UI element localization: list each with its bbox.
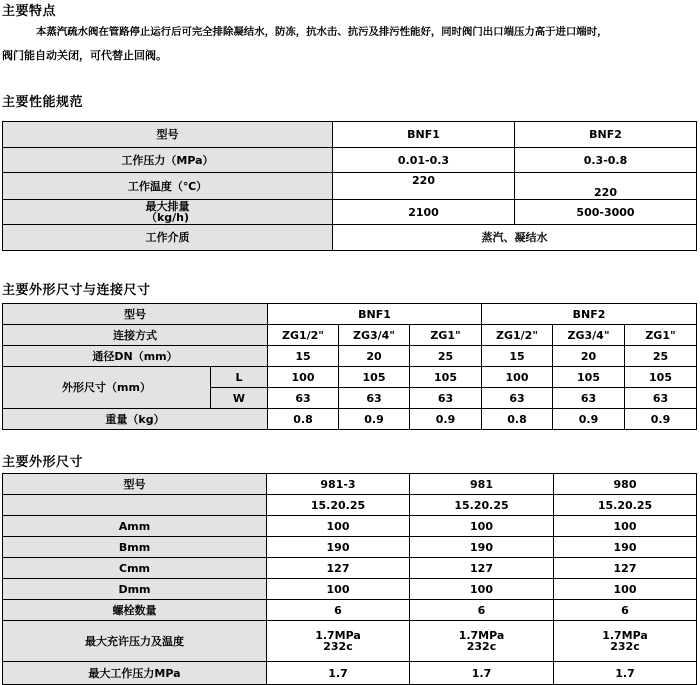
table-cell: 0.9 bbox=[410, 409, 482, 430]
pressure-value: 1.7MPa bbox=[602, 629, 648, 642]
table-cell: 105 bbox=[410, 367, 482, 388]
pressure-label: 工作压力（MPa） bbox=[3, 148, 333, 173]
pressure-bnf1: 0.01-0.3 bbox=[333, 148, 515, 173]
table-row bbox=[3, 122, 697, 148]
pressure-bnf2: 0.3-0.8 bbox=[515, 148, 697, 173]
table-cell: 63 bbox=[625, 388, 697, 409]
table-row bbox=[3, 304, 697, 325]
table-cell: ZG1" bbox=[625, 325, 697, 346]
table-cell: ZG1/2" bbox=[268, 325, 339, 346]
temperature-value: 232c bbox=[610, 640, 640, 653]
medium-value: 蒸汽、凝结水 bbox=[333, 225, 697, 251]
table-cell: 127 bbox=[554, 558, 697, 579]
table-cell: 100 bbox=[410, 516, 554, 537]
table-cell: 63 bbox=[553, 388, 625, 409]
table-cell: 981-3 bbox=[267, 474, 410, 495]
pressure-value: 1.7MPa bbox=[458, 629, 505, 642]
table-cell: 100 bbox=[554, 516, 697, 537]
discharge-label bbox=[3, 200, 333, 225]
table-row bbox=[3, 346, 697, 367]
table-row bbox=[3, 579, 697, 600]
table-cell: 63 bbox=[482, 388, 553, 409]
table-cell: 100 bbox=[410, 579, 554, 600]
table-cell: 127 bbox=[410, 558, 554, 579]
features-paragraph bbox=[2, 20, 696, 68]
table-cell bbox=[410, 621, 554, 662]
table-cell: 15 bbox=[482, 346, 553, 367]
table-cell: 100 bbox=[267, 516, 410, 537]
table-cell: 15.20.25 bbox=[267, 495, 410, 516]
table-cell: 15.20.25 bbox=[410, 495, 554, 516]
table-row bbox=[3, 537, 697, 558]
table-row bbox=[3, 558, 697, 579]
table-cell: 127 bbox=[267, 558, 410, 579]
table-cell: 0.8 bbox=[482, 409, 553, 430]
table-cell: 980 bbox=[554, 474, 697, 495]
features-line-2: 阀门能自动关闭，可代替止回阀。 bbox=[2, 49, 167, 62]
table-row bbox=[3, 409, 697, 430]
table-cell bbox=[267, 621, 410, 662]
group-bnf1: BNF1 bbox=[268, 304, 482, 325]
table-cell: 15 bbox=[268, 346, 339, 367]
table-cell: 105 bbox=[625, 367, 697, 388]
table-row bbox=[3, 173, 697, 200]
model-label: 型号 bbox=[3, 304, 268, 325]
table-cell: 1.7 bbox=[554, 662, 697, 685]
group-bnf2: BNF2 bbox=[482, 304, 697, 325]
table-row bbox=[3, 325, 697, 346]
table-cell: 1.7 bbox=[410, 662, 554, 685]
table-cell: 105 bbox=[553, 367, 625, 388]
table-row bbox=[3, 225, 697, 251]
medium-label: 工作介质 bbox=[3, 225, 333, 251]
table-cell: 25 bbox=[625, 346, 697, 367]
table-cell: ZG1" bbox=[410, 325, 482, 346]
table-row bbox=[3, 474, 697, 495]
table-row bbox=[3, 621, 697, 662]
model-bnf2: BNF2 bbox=[515, 122, 697, 148]
table-cell: 190 bbox=[267, 537, 410, 558]
table-cell: 0.8 bbox=[268, 409, 339, 430]
discharge-bnf2: 500-3000 bbox=[515, 200, 697, 225]
table-cell: 63 bbox=[268, 388, 339, 409]
table-cell: 0.9 bbox=[553, 409, 625, 430]
bolts-label: 螺栓数量 bbox=[3, 600, 267, 621]
spec-table bbox=[2, 121, 697, 251]
table-cell: 0.9 bbox=[339, 409, 410, 430]
table-cell: 6 bbox=[267, 600, 410, 621]
pressure-value: 1.7MPa bbox=[315, 629, 361, 642]
table-cell: 6 bbox=[554, 600, 697, 621]
table-cell: 20 bbox=[339, 346, 410, 367]
table-cell: 100 bbox=[482, 367, 553, 388]
discharge-label-line-1: 最大排量 bbox=[145, 200, 190, 213]
table-row bbox=[3, 600, 697, 621]
spec-title: 主要性能规范 bbox=[2, 95, 84, 110]
dim-title: 主要外形尺寸 bbox=[2, 455, 84, 470]
table-cell: 981 bbox=[410, 474, 554, 495]
table-cell: ZG3/4" bbox=[339, 325, 410, 346]
a-label: Amm bbox=[3, 516, 267, 537]
table-cell: 1.7 bbox=[267, 662, 410, 685]
table-cell: 20 bbox=[553, 346, 625, 367]
table-cell: 0.9 bbox=[625, 409, 697, 430]
dn-label: 通径DN（mm） bbox=[3, 346, 268, 367]
discharge-bnf1: 2100 bbox=[333, 200, 515, 225]
table-cell: 25 bbox=[410, 346, 482, 367]
table-row bbox=[3, 495, 697, 516]
temperature-value: 232c bbox=[466, 640, 497, 653]
model-bnf1: BNF1 bbox=[333, 122, 515, 148]
size-l-label: L bbox=[211, 367, 268, 388]
max-work-label: 最大工作压力MPa bbox=[3, 662, 267, 685]
table-cell bbox=[554, 621, 697, 662]
weight-label: 重量（kg） bbox=[3, 409, 268, 430]
temperature-value: 232c bbox=[323, 640, 353, 653]
c-label: Cmm bbox=[3, 558, 267, 579]
dim-table bbox=[2, 473, 697, 685]
dim-conn-table bbox=[2, 303, 697, 430]
table-row bbox=[3, 148, 697, 173]
temperature-bnf2: 220 bbox=[515, 173, 697, 200]
table-cell: 100 bbox=[268, 367, 339, 388]
table-cell: ZG3/4" bbox=[553, 325, 625, 346]
table-cell: 105 bbox=[339, 367, 410, 388]
table-row bbox=[3, 367, 697, 388]
max-allow-label: 最大充许压力及温度 bbox=[3, 621, 267, 662]
table-cell: 63 bbox=[410, 388, 482, 409]
table-cell: 190 bbox=[410, 537, 554, 558]
table-cell: 6 bbox=[410, 600, 554, 621]
table-row bbox=[3, 662, 697, 685]
temperature-bnf1: 220 bbox=[333, 173, 515, 200]
table-cell: 100 bbox=[267, 579, 410, 600]
table-cell: 63 bbox=[339, 388, 410, 409]
size-w-label: W bbox=[211, 388, 268, 409]
temperature-label: 工作温度（℃） bbox=[3, 173, 333, 200]
features-title: 主要特点 bbox=[2, 4, 57, 19]
size-label: 外形尺寸（mm） bbox=[3, 367, 211, 409]
connection-label: 连接方式 bbox=[3, 325, 268, 346]
table-cell: 15.20.25 bbox=[554, 495, 697, 516]
dim-conn-title: 主要外形尺寸与连接尺寸 bbox=[2, 283, 151, 298]
dn-label bbox=[3, 495, 267, 516]
b-label: Bmm bbox=[3, 537, 267, 558]
discharge-label-line-2: （kg/h) bbox=[145, 211, 190, 224]
model-label: 型号 bbox=[3, 474, 267, 495]
table-cell: 190 bbox=[554, 537, 697, 558]
table-row bbox=[3, 516, 697, 537]
table-cell: ZG1/2" bbox=[482, 325, 553, 346]
table-row bbox=[3, 200, 697, 225]
model-label: 型号 bbox=[3, 122, 333, 148]
features-line-1: 本蒸汽疏水阀在管路停止运行后可完全排除凝结水，防冻，抗水击、抗污及排污性能好，同时阀门出口端压力高于进口端时， bbox=[36, 26, 608, 38]
table-cell: 100 bbox=[554, 579, 697, 600]
d-label: Dmm bbox=[3, 579, 267, 600]
